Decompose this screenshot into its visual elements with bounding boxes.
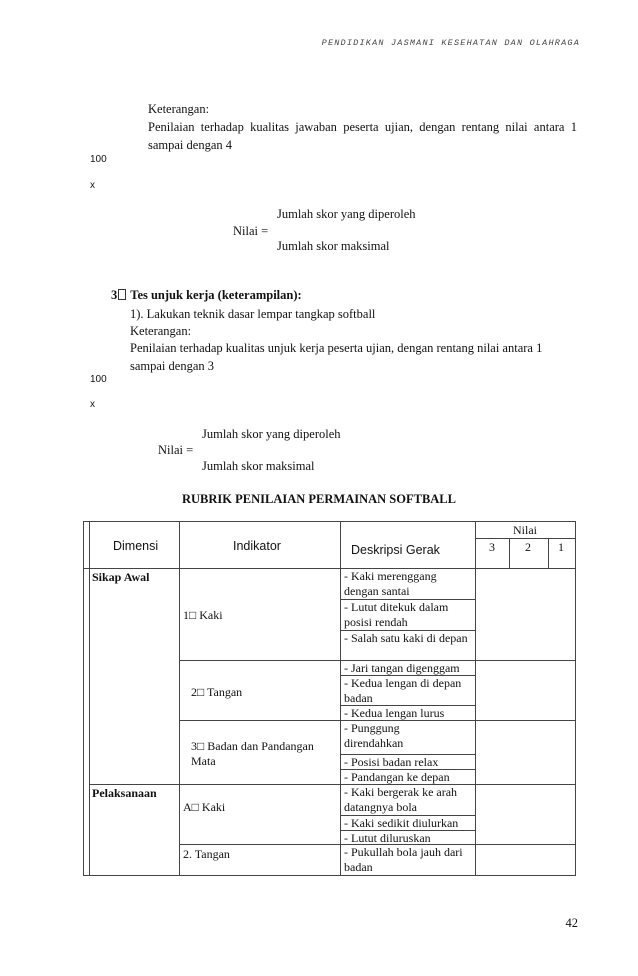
desc-item: - Kaki sedikit diulurkan [344,816,459,830]
keterangan-desc: Penilaian terhadap kualitas jawaban peserta ujian, dengan rentang nilai antara 1 sampai dengan 4 [148,120,577,152]
desc-item: - Kedua lengan lurus [344,706,445,720]
desc-item: - Kaki bergerak ke arah datangnya bola [344,785,458,814]
section-number: 3 [111,288,118,302]
header-score-2: 2 [525,540,531,554]
bullet-box-icon [118,289,126,300]
header-indikator: Indikator [233,539,281,553]
formula-numerator-1: Jumlah skor yang diperoleh [277,207,416,221]
desc-item: - Lutut diluruskan [344,831,431,845]
keterangan-desc-2: Penilaian terhadap kualitas unjuk kerja peserta ujian, dengan rentang nilai antara 1 sampai dengan 3 [130,341,543,373]
desc-item: - Punggung direndahkan [344,721,404,750]
desc-item: - Posisi badan relax [344,755,439,769]
formula-label-2: Nilai = [158,443,194,457]
formula-numerator-2: Jumlah skor yang diperoleh [202,427,341,441]
formula-denominator-2: Jumlah skor maksimal [202,459,315,473]
desc-item: - Jari tangan digenggam [344,661,460,675]
running-header: PENDIDIKAN JASMANI KESEHATAN DAN OLAHRAGA [321,38,580,48]
hundred-2: 100 [90,374,107,385]
keterangan-label-2: Keterangan: [130,324,192,338]
hundred-1: 100 [90,154,107,165]
desc-item: - Kedua lengan di depan badan [344,676,462,705]
desc-item: - Lutut ditekuk dalam posisi rendah [344,600,449,629]
header-deskripsi: Deskripsi Gerak [351,543,440,557]
indicator-pelaksanaan-tangan: 2. Tangan [183,847,230,861]
desc-item: - Pukullah bola jauh dari badan [344,845,463,874]
rubric-table [83,521,576,876]
rubric-title: RUBRIK PENILAIAN PERMAINAN SOFTBALL [182,492,456,506]
header-dimensi: Dimensi [113,539,159,553]
formula-denominator-1: Jumlah skor maksimal [277,239,390,253]
indicator-kaki: 1□ Kaki [183,608,223,622]
formula-label-1: Nilai = [233,224,269,238]
dimension-sikap-awal: Sikap Awal [92,570,150,584]
indicator-pelaksanaan-kaki: A□ Kaki [183,800,226,814]
header-nilai: Nilai [513,523,537,537]
keterangan-label: Keterangan: [148,102,210,116]
indicator-badan: 3□ Badan dan Pandangan Mata [191,739,314,768]
indicator-tangan: 2□ Tangan [191,685,243,699]
task-item: 1). Lakukan teknik dasar lempar tangkap softball [130,307,376,321]
header-score-3: 3 [489,540,495,554]
dimension-pelaksanaan: Pelaksanaan [92,786,157,800]
desc-item: - Kaki merenggang dengan santai [344,569,437,598]
desc-item: - Pandangan ke depan [344,770,450,784]
header-score-1: 1 [558,540,564,554]
desc-item: - Salah satu kaki di depan [344,631,468,645]
x-1: x [90,180,95,191]
section-title: Tes unjuk kerja (keterampilan): [130,288,302,302]
page-number: 42 [565,916,578,930]
x-2: x [90,399,95,410]
section-heading [111,286,302,304]
